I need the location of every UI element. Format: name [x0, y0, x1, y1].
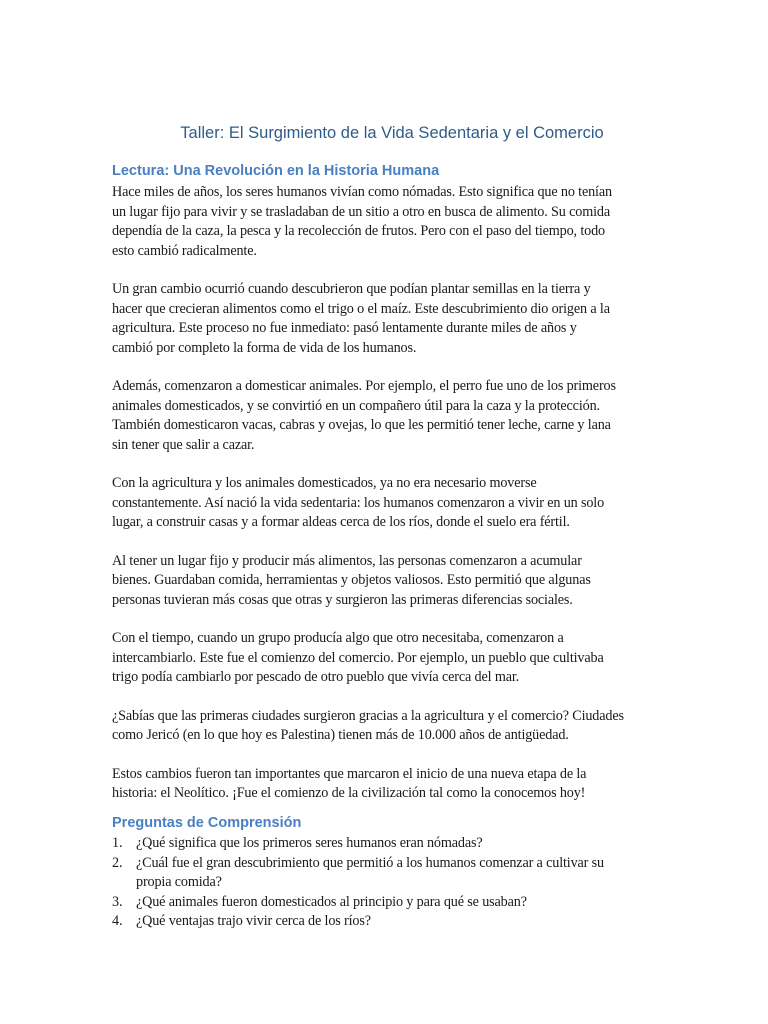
paragraph-line: animales domesticados, y se convirtió en un compañero útil para la caza y la protección.	[112, 397, 600, 414]
paragraph-line: Con el tiempo, cuando un grupo producía algo que otro necesitaba, comenzaron a	[112, 630, 564, 646]
paragraph-line: hacer que crecieran alimentos como el trigo o el maíz. Este descubrimiento dio origen a la	[112, 300, 610, 317]
paragraph-line: intercambiarlo. Este fue el comienzo del comercio. Por ejemplo, un pueblo que cultivaba	[112, 649, 604, 666]
paragraph-line: Al tener un lugar fijo y producir más alimentos, las personas comenzaron a acumular	[112, 552, 582, 569]
paragraph-line: agricultura. Este proceso no fue inmediato: pasó lentamente durante miles de años y	[112, 320, 577, 336]
question-number: 1.	[112, 835, 123, 851]
document-title: Taller: El Surgimiento de la Vida Sedentaria y el Comercio	[180, 124, 604, 142]
paragraph-line: También domesticaron vacas, cabras y ovejas, lo que les permitió tener leche, carne y lana	[112, 417, 611, 433]
paragraph-line: Hace miles de años, los seres humanos vivían como nómadas. Esto significa que no tenían	[112, 184, 612, 200]
question-number: 3.	[112, 893, 123, 910]
paragraph-line: sin tener que salir a cazar.	[112, 436, 255, 453]
paragraph-line: Además, comenzaron a domesticar animales. Por ejemplo, el perro fue uno de los primeros	[112, 378, 616, 394]
paragraph-line: lugar, a construir casas y a formar aldeas cerca de los ríos, donde el suelo era fértil.	[112, 514, 570, 530]
paragraph-line: ¿Sabías que las primeras ciudades surgieron gracias a la agricultura y el comercio? Ciudades	[112, 707, 624, 724]
paragraph-line: Con la agricultura y los animales domesticados, ya no era necesario moverse	[112, 475, 537, 491]
question-item	[112, 834, 672, 854]
question-number: 4.	[112, 913, 123, 929]
paragraph	[112, 183, 672, 261]
paragraph-line: bienes. Guardaban comida, herramientas y objetos valiosos. Esto permitió que algunas	[112, 572, 591, 588]
question-text: ¿Qué significa que los primeros seres humanos eran nómadas?	[136, 835, 483, 851]
paragraph	[112, 377, 672, 455]
reading-body	[112, 183, 672, 823]
question-item	[112, 854, 672, 893]
questions-heading: Preguntas de Comprensión	[112, 815, 302, 831]
paragraph-line: trigo podía cambiarlo por pescado de otro pueblo que vivía cerca del mar.	[112, 669, 520, 685]
paragraph-line: como Jericó (en lo que hoy es Palestina) tienen más de 10.000 años de antigüedad.	[112, 727, 569, 743]
paragraph	[112, 280, 672, 358]
paragraph-line: esto cambió radicalmente.	[112, 242, 257, 259]
paragraph-line: Un gran cambio ocurrió cuando descubrieron que podían plantar semillas en la tierra y	[112, 281, 591, 297]
question-text: ¿Qué ventajas trajo vivir cerca de los ríos?	[136, 913, 371, 929]
paragraph	[112, 629, 672, 688]
question-number: 2.	[112, 854, 123, 871]
paragraph-line: cambió por completo la forma de vida de los humanos.	[112, 339, 417, 356]
paragraph	[112, 765, 672, 804]
question-text: propia comida?	[136, 874, 222, 890]
paragraph-line: constantemente. Así nació la vida sedentaria: los humanos comenzaron a vivir en un solo	[112, 494, 605, 511]
paragraph-line: dependía de la caza, la pesca y la recolección de frutos. Pero con el paso del tiempo, todo	[112, 223, 605, 239]
question-item	[112, 912, 672, 932]
paragraph	[112, 474, 672, 533]
reading-heading: Lectura: Una Revolución en la Historia Humana	[112, 163, 440, 179]
paragraph-line: Estos cambios fueron tan importantes que marcaron el inicio de una nueva etapa de la	[112, 765, 587, 782]
question-item	[112, 893, 672, 913]
paragraph	[112, 552, 672, 611]
paragraph-line: personas tuvieran más cosas que otras y surgieron las primeras diferencias sociales.	[112, 591, 573, 608]
paragraph-line: un lugar fijo para vivir y se trasladaban de un sitio a otro en busca de alimento. Su comida	[112, 203, 610, 220]
question-text: ¿Cuál fue el gran descubrimiento que permitió a los humanos comenzar a cultivar su	[136, 854, 604, 871]
questions-list	[112, 834, 672, 932]
paragraph	[112, 707, 672, 746]
question-text: ¿Qué animales fueron domesticados al principio y para qué se usaban?	[136, 893, 527, 910]
paragraph-line: historia: el Neolítico. ¡Fue el comienzo de la civilización tal como la conocemos hoy!	[112, 785, 586, 801]
